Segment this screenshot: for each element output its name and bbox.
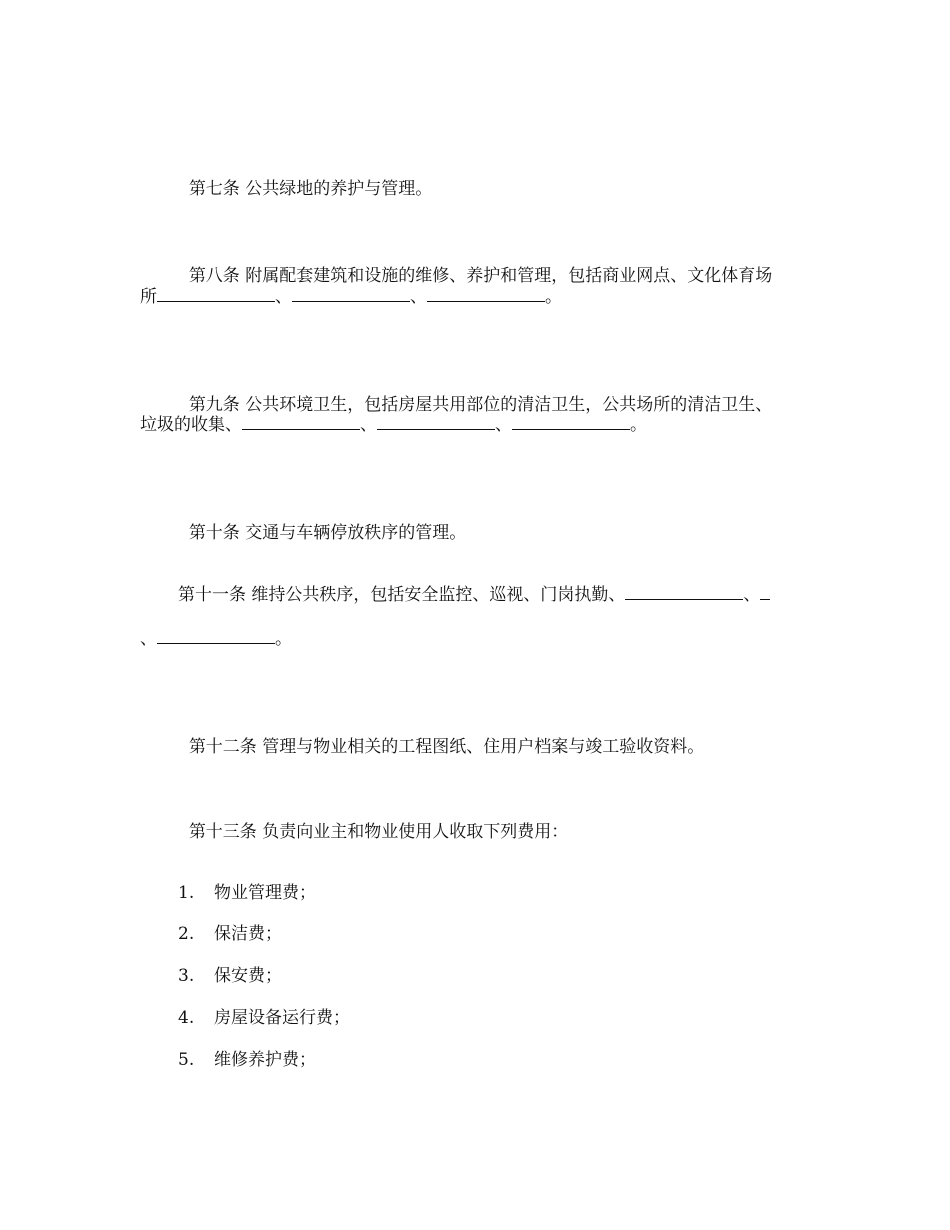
article-9-line-2-start: 垃圾的收集、 [140,415,242,435]
article-11-text: 第十一条 维持公共秩序，包括安全监控、巡视、门岗执勤、 [178,585,626,605]
article-10-text: 第十条 交通与车辆停放秩序的管理。 [188,523,467,543]
article-12 [178,711,705,757]
separator: 、 [495,415,512,435]
fill-blank[interactable] [292,284,410,302]
fill-blank[interactable] [377,412,495,430]
article-9-line-2 [140,412,647,436]
list-label: 保安费； [214,966,282,986]
end-mark: 。 [275,629,292,649]
article-9-text: 第九条 公共环境卫生，包括房屋共用部位的清洁卫生，公共场所的清洁卫生、 [188,395,773,415]
list-number: 5. [178,1050,195,1070]
list-label: 维修养护费； [214,1050,316,1070]
article-7 [178,153,433,199]
list-label: 房屋设备运行费； [214,1008,350,1028]
article-12-text: 第十二条 管理与物业相关的工程图纸、住用户档案与竣工验收资料。 [188,737,705,757]
article-8-line-2-start: 所 [140,287,157,307]
article-8-line-1 [178,240,773,286]
list-item [178,1006,350,1030]
article-11-line-2-start: 、 [140,629,157,649]
article-9-line-1 [178,369,773,415]
fill-blank[interactable] [625,582,743,600]
article-13 [178,796,569,842]
list-item [178,922,282,946]
list-item [178,1048,316,1072]
fill-blank[interactable] [242,412,360,430]
list-number: 4. [178,1008,195,1028]
end-mark: 。 [545,287,562,307]
article-10 [178,497,467,543]
article-8-line-2 [140,284,562,308]
separator: 、 [275,287,292,307]
separator: 、 [410,287,427,307]
separator: 、 [743,585,761,605]
article-11-line-2 [140,626,292,650]
list-label: 物业管理费； [214,883,316,903]
list-item [178,964,282,988]
fill-blank[interactable] [157,626,275,644]
separator: 、 [360,415,377,435]
fill-blank[interactable] [760,582,770,600]
end-mark: 。 [630,415,647,435]
article-11-line-1 [178,582,770,606]
list-item [178,881,316,905]
list-number: 3. [178,966,195,986]
fill-blank[interactable] [157,284,275,302]
article-13-text: 第十三条 负责向业主和物业使用人收取下列费用： [188,822,569,842]
fill-blank[interactable] [512,412,630,430]
fill-blank[interactable] [427,284,545,302]
list-number: 1. [178,883,195,903]
list-number: 2. [178,924,195,944]
article-8-text: 第八条 附属配套建筑和设施的维修、养护和管理，包括商业网点、文化体育场 [188,266,773,286]
list-label: 保洁费； [214,924,282,944]
article-7-text: 第七条 公共绿地的养护与管理。 [188,179,433,199]
